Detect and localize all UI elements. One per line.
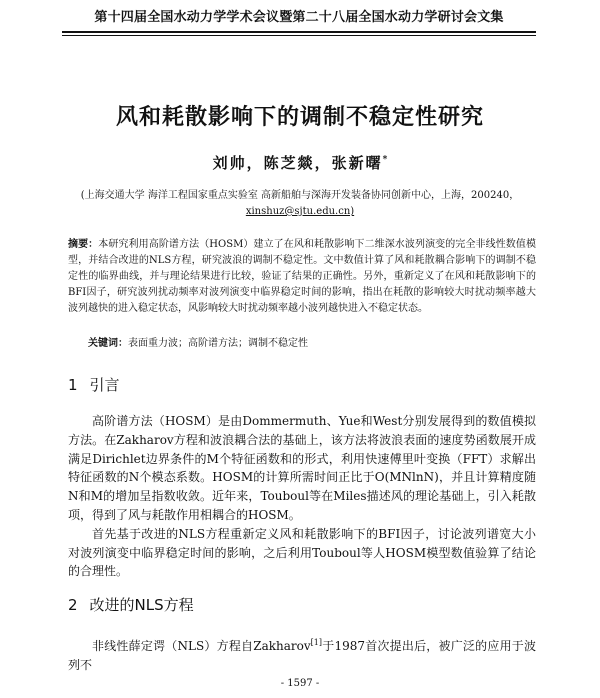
abstract-text: 本研究利用高阶谱方法（HOSM）建立了在风和耗散影响下二维深水波列演变的完全非线性数值模型，并结合改进的NLS方程，研究波浪的调制不稳定性。文中数值计算了风和耗散耦合影响下的调制不稳定性的临界曲线，并与理论结果进行比较，验证了结果的正确性。另外，重新定义了在风和耗散影响下的BFI因子，研究波列扰动频率对波列演变中临界稳定时间的影响，指出在耗散的影响较大时扰动频率越大波列越快的进入稳定状态，风影响较大时扰动频率越小波列越快进入不稳定状态。 [68,239,536,314]
abstract [68,237,536,317]
header-rule-thin [62,35,536,36]
section-2-heading [68,594,194,615]
section-2-text-after: 于1987首次提出后，被广泛的应用于波列不 [68,639,537,672]
corresponding-author-mark: * [382,155,388,165]
email: xinshuz@sjtu.edu.cn) [245,206,355,217]
section-2-number: 2 [68,596,78,614]
section-2-body [68,634,536,675]
running-header: 第十四届全国水动力学学术会议暨第二十八届全国水动力学研讨会文集 [94,10,504,25]
section-1-body [68,412,536,581]
section-1-paragraph: 高阶谱方法（HOSM）是由Dommermuth、Yue和West分别发展得到的数值模拟方法。在Zakharov方程和波浪耦合法的基础上，该方法将波浪表面的速度势函数展开成满足Dirichlet边界条件的M个特征函数和的形式，利用快速傅里叶变换（FFT）求解出特征函数的N个模态系数。HOSM的计算所需时间正比于O(MNlnN)，并且计算精度随N和M的增加呈指数收敛。近年来，Touboul等在Miles描述风的理论基础上，引入耗散项，得到了风与耗散作用相耦合的HOSM。 [68,414,536,522]
section-1-number: 1 [68,376,78,394]
authors-line [0,152,600,173]
affiliation: (上海交通大学 海洋工程国家重点实验室 高新船舶与深海开发装备协同创新中心，上海，200240， [80,190,520,201]
keywords-text: 表面重力波；高阶谱方法；调制不稳定性 [128,338,308,349]
page-number: - 1597 - [280,678,320,689]
abstract-label: 摘要： [68,239,99,250]
section-2-text-before: 非线性薛定谔（NLS）方程自Zakharov [92,639,311,653]
section-2-title: 改进的NLS方程 [89,596,194,614]
keywords-label: 关键词： [88,338,128,349]
paper-title: 风和耗散影响下的调制不稳定性研究 [115,105,484,130]
keywords [88,336,536,352]
section-1-heading [68,374,120,395]
header-rule-thick [62,31,536,33]
authors: 刘帅，陈芝燚，张新曙 [212,154,383,172]
section-1-paragraph: 首先基于改进的NLS方程重新定义风和耗散影响下的BFI因子，讨论波列谱宽大小对波列演变中临界稳定时间的影响，之后利用Touboul等人HOSM模型数值验算了结论的合理性。 [68,526,536,579]
section-1-title: 引言 [89,376,120,394]
reference-mark: [1] [310,638,323,647]
section-2-paragraph [68,634,536,675]
affiliation-block [70,188,530,220]
